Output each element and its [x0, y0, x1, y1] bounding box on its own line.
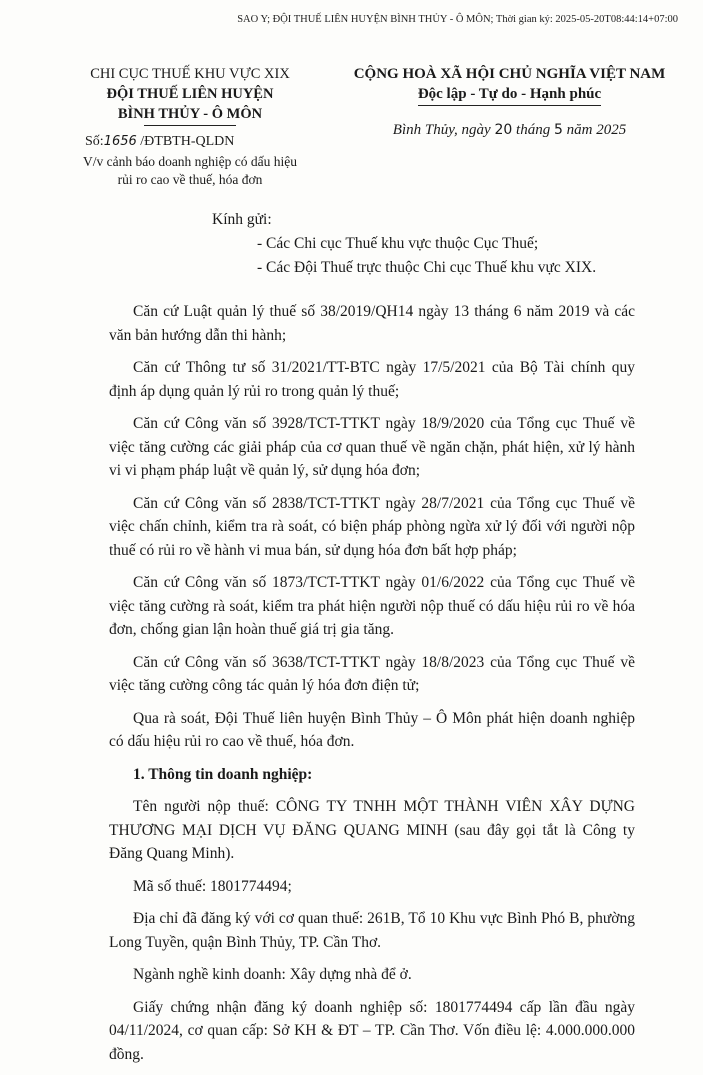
date-suffix: năm 2025	[566, 122, 627, 138]
recipients-block	[212, 208, 596, 280]
date-prefix: Bình Thủy, ngày	[392, 122, 491, 138]
document-body	[109, 300, 635, 1075]
paragraph: Căn cứ Công văn số 2838/TCT-TTKT ngày 28/7/2021 của Tổng cục Thuế về việc chấn chỉnh, kiểm tra rà soát, có biện pháp phòng ngừa xử lý đối với người nộp thuế có rủi ro về hành vi mua bán, sử dụng hóa đơn bất hợp pháp;	[109, 494, 635, 559]
date-mid: tháng	[516, 122, 551, 138]
docno-handwritten: 1656	[103, 134, 137, 149]
docno-suffix: /ĐTBTH-QLDN	[140, 134, 235, 149]
company-item: Tên người nộp thuế: CÔNG TY TNHH MỘT THÀNH VIÊN XÂY DỰNG THƯƠNG MẠI DỊCH VỤ ĐĂNG QUANG MINH (sau đây gọi tắt là Công ty Đăng Quang Minh).	[109, 798, 635, 862]
recipient-item: - Các Chi cục Thuế khu vực thuộc Cục Thuế;	[257, 235, 539, 252]
recipient-item: - Các Đội Thuế trực thuộc Chi cục Thuế khu vực XIX.	[257, 259, 597, 276]
paragraph: Căn cứ Công văn số 1873/TCT-TTKT ngày 01/6/2022 của Tổng cục Thuế về việc tăng cường rà soát, kiểm tra phát hiện người nộp thuế có dấu hiệu rủi ro về hóa đơn, chống gian lận hoàn thuế giá trị gia tăng.	[109, 574, 635, 638]
digital-signature-stamp: SAO Y; ĐỘI THUẾ LIÊN HUYỆN BÌNH THỦY - Ô MÔN; Thời gian ký: 2025-05-20T08:44:14+07:00	[237, 14, 678, 25]
subject-line2: rủi ro cao về thuế, hóa đơn	[117, 172, 263, 187]
national-motto: Độc lập - Tự do - Hạnh phúc	[418, 84, 601, 106]
paragraph: Căn cứ Công văn số 3928/TCT-TTKT ngày 18/9/2020 của Tổng cục Thuế về việc tăng cường các giải pháp của cơ quan thuế về ngăn chặn, phát hiện, xử lý hành vi vi phạm pháp luật về quản lý, sử dụng hóa đơn;	[109, 415, 635, 479]
paragraph: Căn cứ Luật quản lý thuế số 38/2019/QH14 ngày 13 tháng 6 năm 2019 và các văn bản hướng dẫn thi hành;	[109, 303, 635, 344]
company-item: Ngành nghề kinh doanh: Xây dựng nhà để ở.	[133, 966, 412, 983]
docno-prefix: Số:	[85, 134, 104, 149]
section-heading: 1. Thông tin doanh nghiệp:	[133, 765, 313, 783]
paragraph: Căn cứ Công văn số 3638/TCT-TTKT ngày 18/8/2023 của Tổng cục Thuế về việc tăng cường công tác quản lý hóa đơn điện tử;	[109, 653, 635, 694]
company-item: Mã số thuế: 1801774494;	[133, 877, 292, 895]
recipients-greeting: Kính gửi:	[212, 211, 272, 228]
parent-agency: CHI CỤC THUẾ KHU VỰC XIX	[90, 66, 290, 82]
company-item: Địa chỉ đã đăng ký với cơ quan thuế: 261B, Tổ 10 Khu vực Bình Phó B, phường Long Tuyền, quận Bình Thủy, TP. Cần Thơ.	[109, 910, 635, 951]
issuing-agency-block	[50, 64, 330, 188]
paragraph: Căn cứ Thông tư số 31/2021/TT-BTC ngày 17/5/2021 của Bộ Tài chính quy định áp dụng quản lý rủi ro trong quản lý thuế;	[109, 359, 635, 400]
document-date	[322, 120, 697, 140]
issuing-unit-line1: ĐỘI THUẾ LIÊN HUYỆN	[106, 86, 274, 102]
header-underline	[144, 125, 236, 126]
date-day-handwritten: 20	[494, 122, 513, 138]
issuing-unit-line2: BÌNH THỦY - Ô MÔN	[117, 106, 263, 122]
subject-line1: V/v cảnh báo doanh nghiệp có dấu hiệu	[82, 154, 298, 169]
company-item: Giấy chứng nhận đăng ký doanh nghiệp số: 1801774494 cấp lần đầu ngày 04/11/2024, cơ quan cấp: Sở KH & ĐT – TP. Cần Thơ. Vốn điều lệ: 4.000.000.000 đồng.	[109, 998, 635, 1063]
nation-name: CỘNG HOÀ XÃ HỘI CHỦ NGHĨA VIỆT NAM	[353, 66, 666, 82]
date-month-handwritten: 5	[553, 122, 563, 138]
national-header-block	[322, 64, 697, 140]
document-number	[50, 132, 330, 152]
paragraph: Qua rà soát, Đội Thuế liên huyện Bình Thủy – Ô Môn phát hiện doanh nghiệp có dấu hiệu rủi ro cao về thuế, hóa đơn.	[109, 709, 635, 750]
